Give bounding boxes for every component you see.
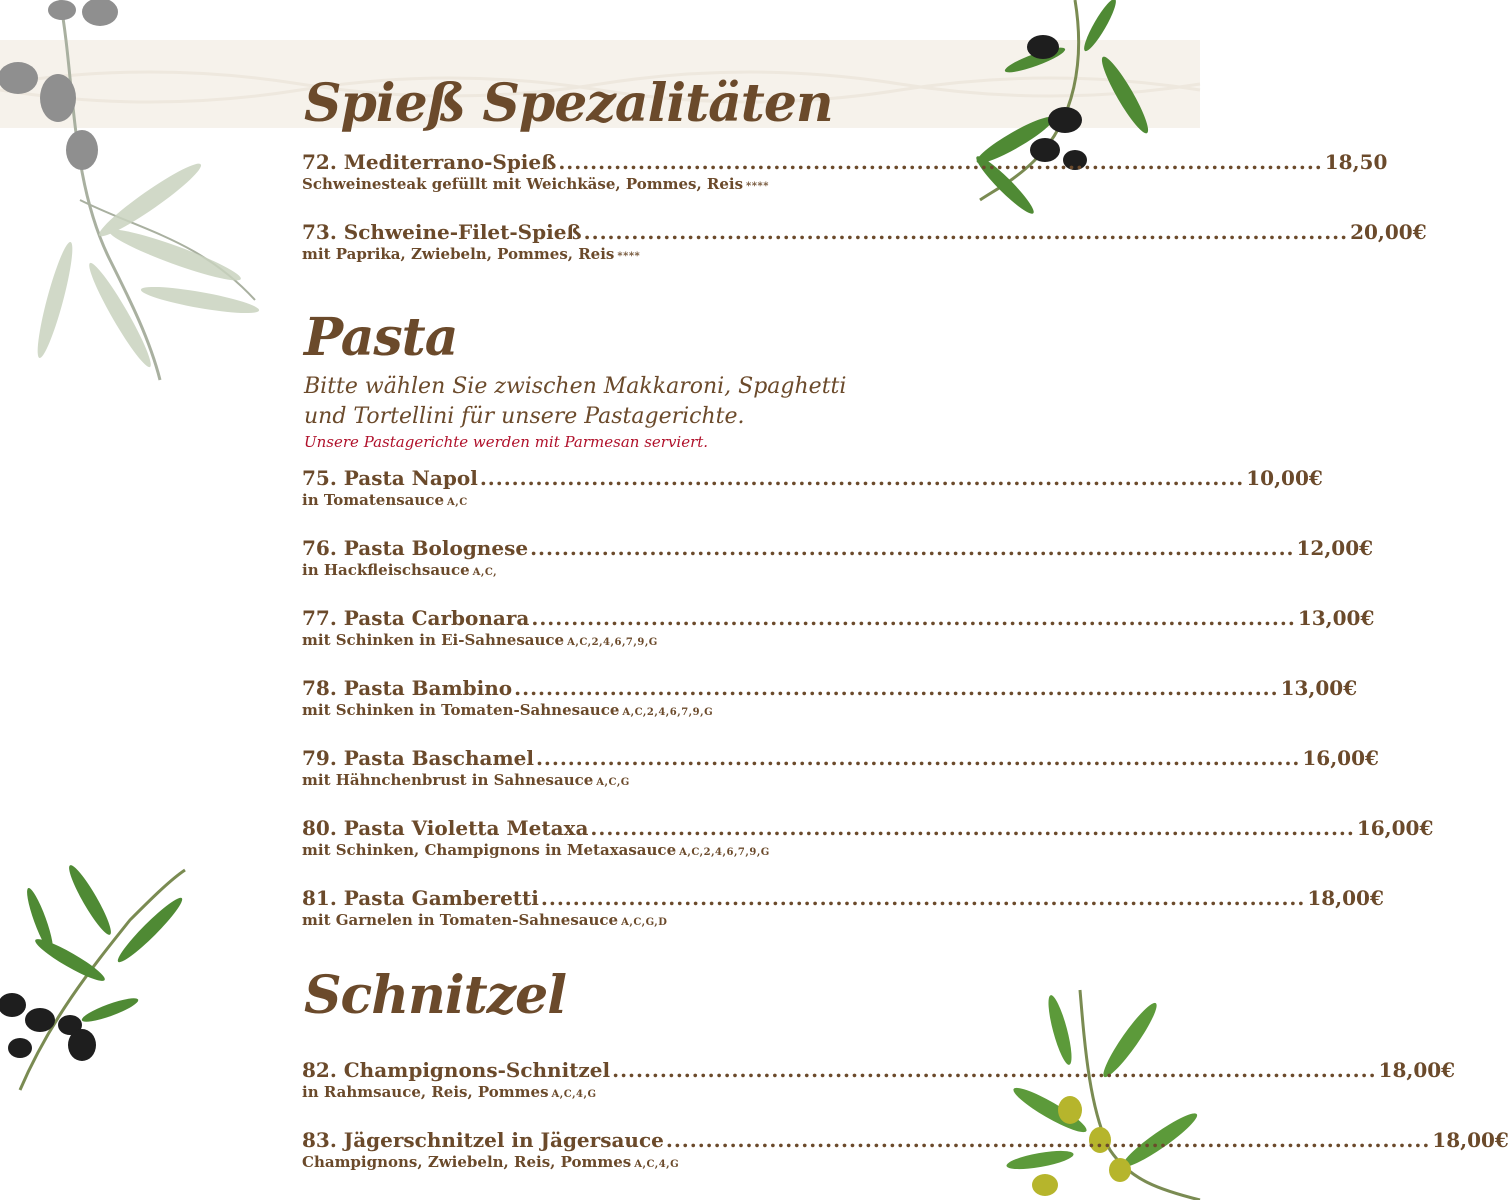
section-pasta [302,307,1434,932]
item-name: 73. Schweine-Filet-Spieß [302,220,582,244]
olive-branch-bottom-right [1000,990,1200,1200]
item-allergens: **** [746,181,769,192]
item-allergens: A,C [447,497,468,508]
dot-leader: ................................................................................................ [558,150,1323,174]
section-title: Schnitzel [304,965,566,1026]
item-allergens: A,C, [472,567,498,578]
menu-item [302,816,1434,862]
item-name: 82. Champignons-Schnitzel [302,1058,611,1082]
item-allergens: A,C,2,4,6,7,9,G [622,707,714,718]
dot-leader: ................................................................................................ [530,536,1295,560]
menu-item [302,676,1358,722]
section-title: Pasta [304,307,458,368]
item-description: in Tomatensauce [302,491,444,509]
section-spiess [302,73,1427,266]
menu-column [302,73,1509,1174]
item-description: mit Paprika, Zwiebeln, Pommes, Reis [302,245,615,263]
menu-item [302,886,1384,932]
item-price: 12,00€ [1296,536,1374,560]
item-price: 18,00€ [1432,1128,1509,1152]
item-name: 77. Pasta Carbonara [302,606,530,630]
item-price: 18,00€ [1378,1058,1456,1082]
olive-branch-bottom-left [0,860,200,1090]
dot-leader: ................................................................................................ [612,1058,1377,1082]
menu-item [302,536,1374,582]
item-description: Champignons, Zwiebeln, Reis, Pommes [302,1153,632,1171]
menu-item [302,1058,1456,1104]
dot-leader: ................................................................................................ [531,606,1296,630]
item-description: mit Schinken in Ei-Sahnesauce [302,631,565,649]
dot-leader: ................................................................................................ [665,1128,1431,1152]
item-allergens: A,C,4,G [634,1159,680,1170]
section-note: Unsere Pastagerichte werden mit Parmesan serviert. [304,433,709,451]
item-price: 18,50 [1324,150,1388,174]
menu-item [302,220,1427,266]
menu-item [302,150,1388,196]
menu-item [302,606,1375,652]
item-description: mit Schinken, Champignons in Metaxasauce [302,841,677,859]
item-name: 81. Pasta Gamberetti [302,886,539,910]
item-name: 76. Pasta Bolognese [302,536,529,560]
dot-leader: ................................................................................................ [479,466,1245,490]
item-description: in Hackfleischsauce [302,561,470,579]
item-allergens: A,C,G [596,777,630,788]
item-allergens: A,C,G,D [621,917,668,928]
section-title: Spieß Spezalitäten [304,73,833,134]
item-price: 18,00€ [1307,886,1384,910]
olive-branch-top-right [975,0,1160,215]
dot-leader: ................................................................................................ [583,220,1349,244]
item-name: 83. Jägerschnitzel in Jägersauce [302,1128,664,1152]
item-allergens: A,C,4,G [551,1089,597,1100]
item-name: 75. Pasta Napol [302,466,478,490]
item-price: 16,00€ [1356,816,1434,840]
item-name: 72. Mediterrano-Spieß [302,150,557,174]
item-allergens: A,C,2,4,6,7,9,G [567,637,658,648]
section-schnitzel [302,965,1509,1174]
item-name: 79. Pasta Baschamel [302,746,534,770]
dot-leader: ................................................................................................ [514,676,1279,700]
dot-leader: ................................................................................................ [540,886,1306,910]
item-allergens: **** [617,251,641,262]
item-name: 78. Pasta Bambino [302,676,513,700]
section-intro: Bitte wählen Sie zwischen Makkaroni, Spaghetti und Tortellini für unsere Pastagerichte. [304,374,847,429]
olive-branch-top-left [0,0,260,390]
item-price: 13,00€ [1297,606,1375,630]
item-description: in Rahmsauce, Reis, Pommes [302,1083,549,1101]
item-price: 10,00€ [1246,466,1323,490]
item-name: 80. Pasta Violetta Metaxa [302,816,589,840]
menu-item [302,466,1323,512]
item-description: mit Hähnchenbrust in Sahnesauce [302,771,594,789]
menu-item [302,746,1379,792]
item-price: 20,00€ [1350,220,1427,244]
item-description: mit Garnelen in Tomaten-Sahnesauce [302,911,619,929]
dot-leader: ................................................................................................ [590,816,1355,840]
item-price: 16,00€ [1302,746,1379,770]
item-description: Schweinesteak gefüllt mit Weichkäse, Pommes, Reis [302,175,744,193]
menu-item [302,1128,1509,1174]
item-price: 13,00€ [1280,676,1358,700]
dot-leader: ................................................................................................ [535,746,1301,770]
item-description: mit Schinken in Tomaten-Sahnesauce [302,701,620,719]
item-allergens: A,C,2,4,6,7,9,G [679,847,770,858]
